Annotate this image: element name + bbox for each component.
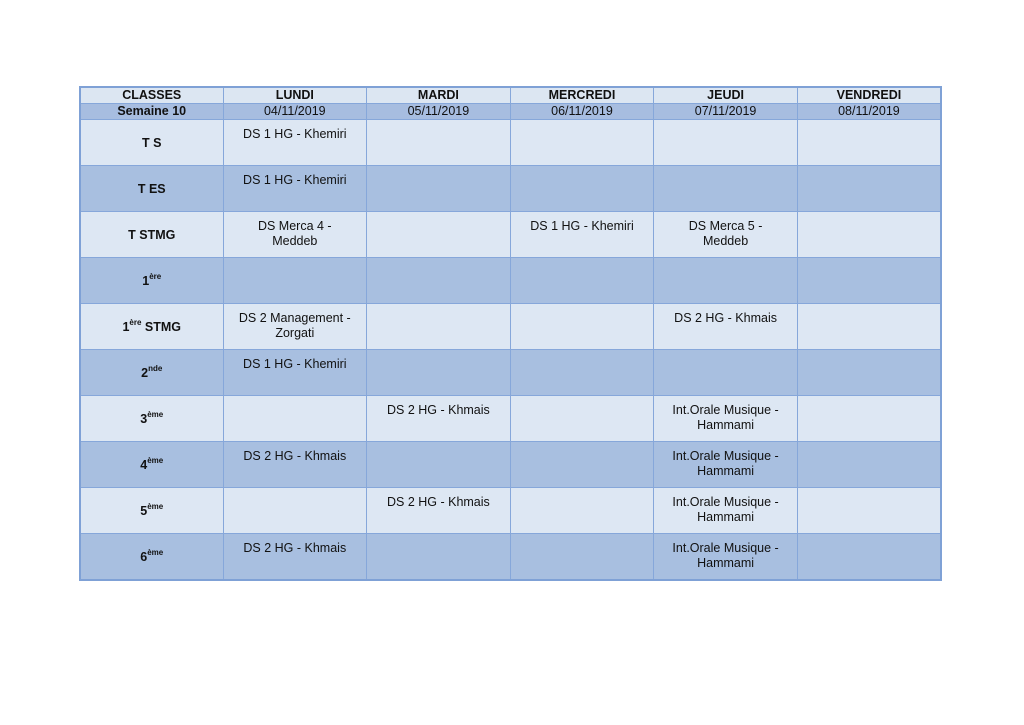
exam-entry: DS Merca 5 - Meddeb: [688, 219, 763, 248]
schedule-cell: [367, 350, 511, 396]
class-name-cell: [80, 258, 223, 304]
schedule-row: [80, 350, 941, 396]
day-header: JEUDI: [654, 87, 798, 104]
class-label: 6: [140, 550, 148, 564]
schedule-cell: [223, 120, 367, 166]
class-name-cell: [80, 166, 223, 212]
exam-entry: [798, 304, 940, 311]
schedule-cell: [654, 534, 798, 581]
schedule-cell: [510, 258, 654, 304]
exam-entry: DS 2 HG - Khmais: [243, 541, 347, 555]
schedule-cell: [654, 120, 798, 166]
class-label: 2: [141, 366, 149, 380]
schedule-cell: [367, 212, 511, 258]
exam-entry: [798, 212, 940, 219]
class-name-cell: [80, 350, 223, 396]
schedule-cell: [510, 166, 654, 212]
schedule-row: [80, 396, 941, 442]
exam-entry: [798, 534, 940, 541]
class-label: 4: [140, 458, 148, 472]
exam-entry: [367, 534, 510, 541]
class-suffix-superscript: ème: [147, 547, 164, 557]
class-name-cell: [80, 304, 223, 350]
schedule-cell: [510, 396, 654, 442]
class-name-cell: [80, 120, 223, 166]
header-date-row: [80, 104, 941, 120]
schedule-cell: [510, 350, 654, 396]
exam-entry: [367, 166, 510, 173]
class-label: 1: [142, 274, 150, 288]
class-suffix-superscript: ème: [147, 455, 164, 465]
schedule-row: [80, 258, 941, 304]
exam-entry: DS 2 HG - Khmais: [243, 449, 347, 463]
schedule-cell: [510, 488, 654, 534]
exam-entry: [367, 442, 510, 449]
exam-entry: [224, 258, 367, 265]
exam-entry: [654, 120, 797, 127]
class-name: [140, 410, 163, 427]
schedule-cell: [223, 442, 367, 488]
class-label: 5: [140, 504, 148, 518]
class-name-cell: [80, 534, 223, 581]
exam-entry: [367, 350, 510, 357]
schedule-cell: [223, 304, 367, 350]
class-name: [122, 318, 181, 335]
exam-entry: [511, 304, 654, 311]
exam-entry: [511, 166, 654, 173]
exam-entry: DS 1 HG - Khemiri: [243, 127, 347, 141]
schedule-cell: [797, 120, 941, 166]
schedule-cell: [797, 212, 941, 258]
schedule-row: [80, 442, 941, 488]
schedule-cell: [223, 488, 367, 534]
day-date: 07/11/2019: [654, 104, 798, 120]
class-suffix-superscript: ème: [147, 501, 164, 511]
class-name: [140, 502, 163, 519]
class-suffix-superscript: ère: [129, 317, 142, 327]
exam-entry: [224, 488, 367, 495]
schedule-row: [80, 120, 941, 166]
day-header: LUNDI: [223, 87, 367, 104]
exam-entry: [654, 166, 797, 173]
day-header: MARDI: [367, 87, 511, 104]
class-name: [138, 180, 166, 197]
schedule-body: [80, 120, 941, 581]
schedule-cell: [654, 442, 798, 488]
schedule-cell: [797, 304, 941, 350]
exam-entry: Int.Orale Musique - Hammami: [672, 541, 779, 570]
class-suffix-superscript: nde: [148, 363, 163, 373]
class-suffix-superscript: ème: [147, 409, 164, 419]
class-name: [140, 548, 163, 565]
exam-entry: [654, 258, 797, 265]
schedule-cell: [367, 258, 511, 304]
exam-entry: [798, 396, 940, 403]
class-name-cell: [80, 212, 223, 258]
day-date: 04/11/2019: [223, 104, 367, 120]
schedule-cell: [797, 534, 941, 581]
class-name: [142, 134, 161, 151]
schedule-cell: [654, 304, 798, 350]
schedule-cell: [654, 488, 798, 534]
schedule-table: [79, 86, 942, 581]
exam-entry: [367, 304, 510, 311]
exam-entry: DS 1 HG - Khemiri: [243, 173, 347, 187]
schedule-row: [80, 488, 941, 534]
schedule-cell: [223, 212, 367, 258]
class-label: T STMG: [128, 228, 176, 242]
exam-entry: [798, 442, 940, 449]
schedule-cell: [797, 350, 941, 396]
classes-header: CLASSES: [80, 87, 223, 104]
day-header: MERCREDI: [510, 87, 654, 104]
day-header: VENDREDI: [797, 87, 941, 104]
schedule-row: [80, 304, 941, 350]
schedule-cell: [797, 396, 941, 442]
exam-entry: [511, 350, 654, 357]
day-date: 06/11/2019: [510, 104, 654, 120]
schedule-cell: [797, 258, 941, 304]
schedule-cell: [797, 442, 941, 488]
class-name: [140, 456, 163, 473]
exam-entry: DS 2 HG - Khmais: [386, 403, 490, 417]
exam-entry: [798, 488, 940, 495]
schedule-cell: [654, 258, 798, 304]
exam-entry: [511, 120, 654, 127]
class-name-cell: [80, 488, 223, 534]
schedule-cell: [510, 212, 654, 258]
schedule-cell: [223, 258, 367, 304]
exam-entry: DS Merca 4 - Meddeb: [257, 219, 332, 248]
class-name-cell: [80, 396, 223, 442]
class-label: T ES: [137, 182, 166, 196]
class-label: T S: [142, 136, 162, 150]
schedule-row: [80, 166, 941, 212]
class-label: 3: [140, 412, 148, 426]
header-day-row: [80, 87, 941, 104]
schedule-cell: [654, 166, 798, 212]
schedule-cell: [510, 442, 654, 488]
schedule-cell: [654, 396, 798, 442]
schedule-cell: [367, 534, 511, 581]
class-name: [142, 272, 161, 289]
schedule-cell: [223, 350, 367, 396]
exam-entry: [798, 166, 940, 173]
exam-entry: Int.Orale Musique - Hammami: [672, 495, 779, 524]
schedule-cell: [654, 350, 798, 396]
schedule-cell: [510, 534, 654, 581]
class-name-cell: [80, 442, 223, 488]
week-label: Semaine 10: [80, 104, 223, 120]
schedule-row: [80, 212, 941, 258]
exam-entry: [224, 396, 367, 403]
exam-entry: DS 1 HG - Khemiri: [243, 357, 347, 371]
exam-entry: Int.Orale Musique - Hammami: [672, 403, 779, 432]
day-date: 05/11/2019: [367, 104, 511, 120]
schedule-cell: [223, 396, 367, 442]
schedule-cell: [367, 488, 511, 534]
schedule-cell: [510, 304, 654, 350]
class-label: 1: [122, 320, 130, 334]
exam-entry: [511, 488, 654, 495]
class-suffix-superscript: ère: [149, 271, 162, 281]
day-date: 08/11/2019: [797, 104, 941, 120]
class-track: STMG: [141, 320, 182, 334]
schedule-cell: [510, 120, 654, 166]
exam-entry: [367, 212, 510, 219]
exam-entry: [798, 258, 940, 265]
exam-entry: DS 1 HG - Khemiri: [530, 219, 634, 233]
exam-entry: DS 2 HG - Khmais: [674, 311, 777, 325]
schedule-cell: [223, 534, 367, 581]
class-name: [128, 226, 175, 243]
exam-entry: [511, 396, 654, 403]
exam-entry: Int.Orale Musique - Hammami: [672, 449, 779, 478]
schedule-cell: [367, 120, 511, 166]
schedule-cell: [223, 166, 367, 212]
exam-entry: DS 2 Management - Zorgati: [238, 311, 351, 340]
schedule-cell: [367, 396, 511, 442]
exam-entry: [511, 534, 654, 541]
exam-entry: DS 2 HG - Khmais: [386, 495, 490, 509]
exam-entry: [511, 442, 654, 449]
exam-entry: [367, 120, 510, 127]
class-name: [141, 364, 162, 381]
schedule-cell: [654, 212, 798, 258]
schedule-cell: [797, 488, 941, 534]
exam-entry: [654, 350, 797, 357]
schedule-cell: [367, 304, 511, 350]
exam-entry: [798, 120, 940, 127]
schedule-cell: [797, 166, 941, 212]
exam-entry: [367, 258, 510, 265]
exam-entry: [798, 350, 940, 357]
schedule-cell: [367, 166, 511, 212]
schedule-row: [80, 534, 941, 581]
exam-entry: [511, 258, 654, 265]
schedule-cell: [367, 442, 511, 488]
